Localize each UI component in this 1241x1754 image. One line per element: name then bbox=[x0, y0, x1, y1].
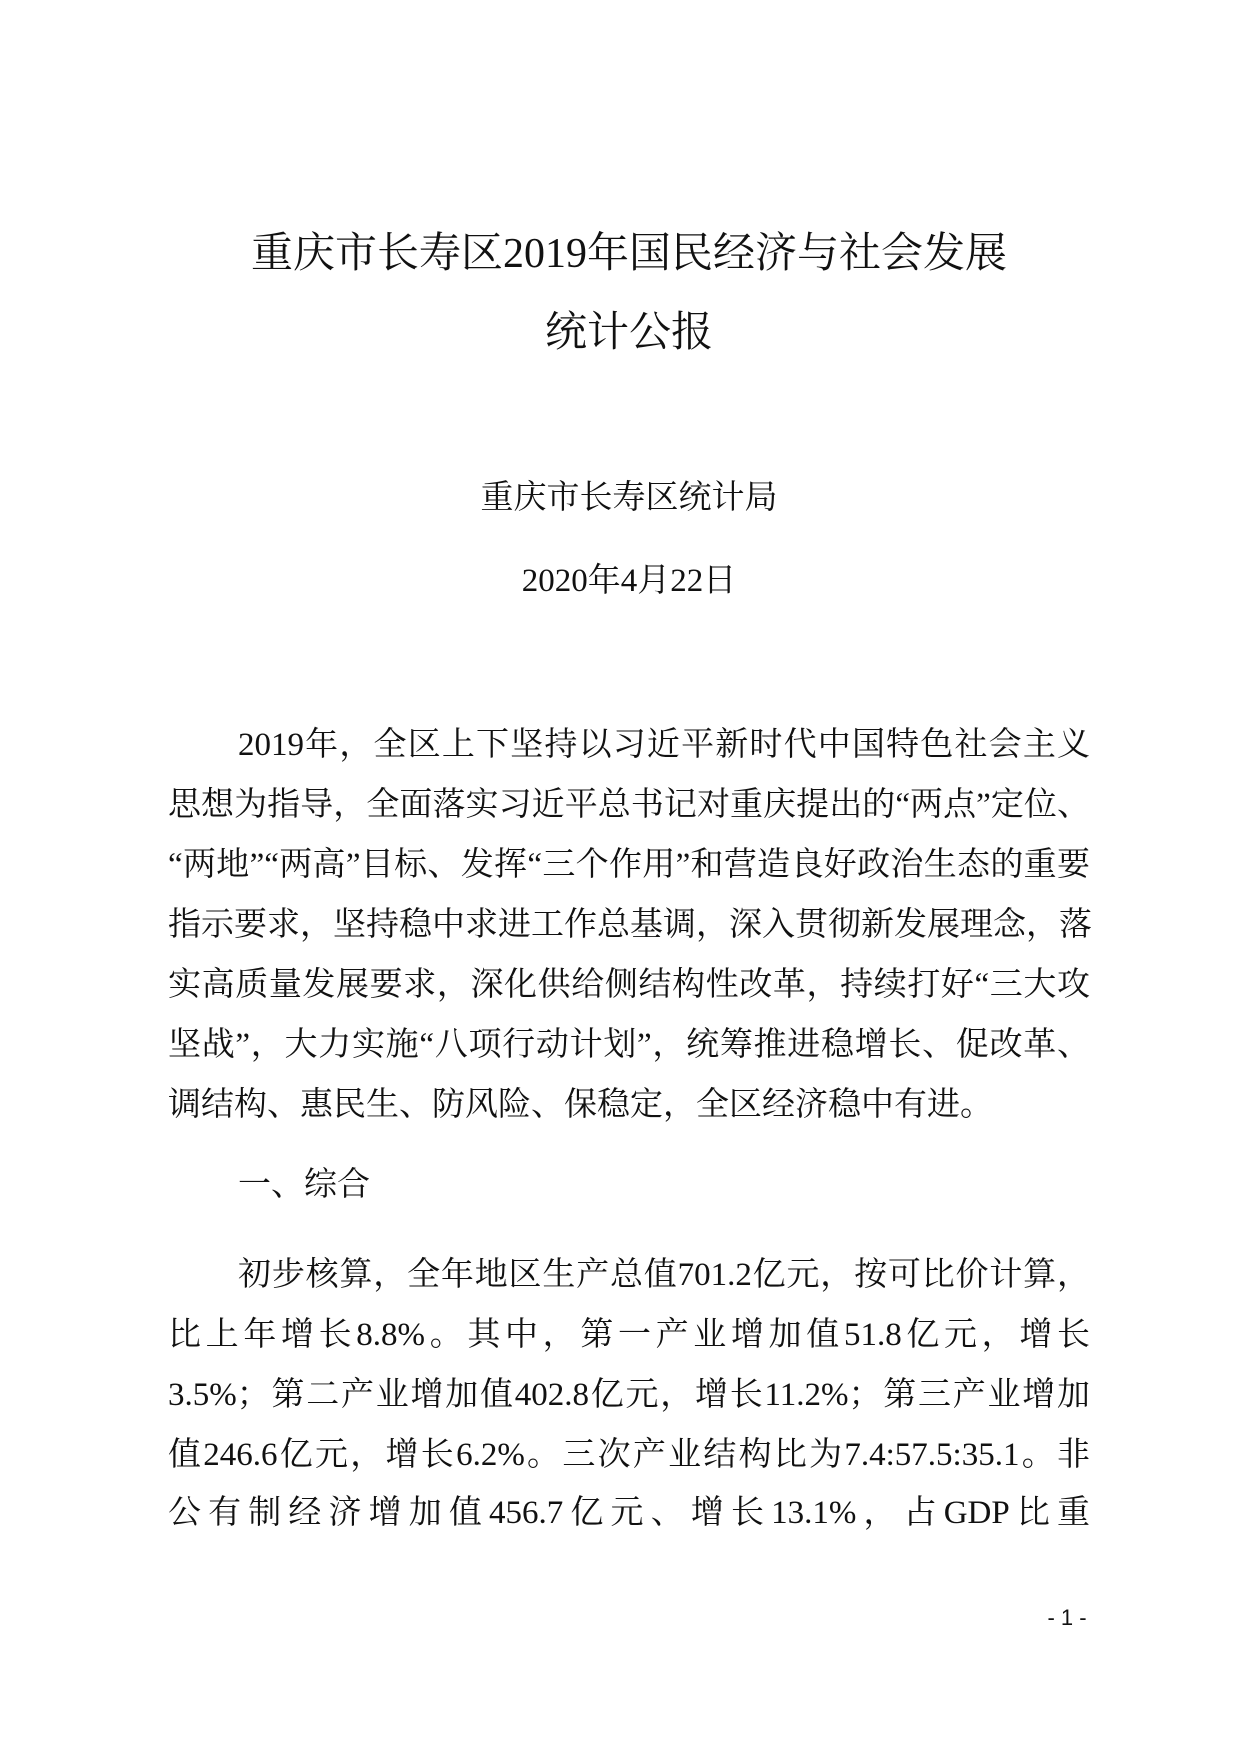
paragraph-line: 3.5%；第二产业增加值402.8亿元，增长11.2%；第三产业增加 bbox=[168, 1377, 1090, 1413]
paragraph-line: 思想为指导，全面落实习近平总书记对重庆提出的“两点”定位、 bbox=[168, 787, 1090, 823]
paragraph-line: 指示要求，坚持稳中求进工作总基调，深入贯彻新发展理念，落 bbox=[168, 907, 1092, 943]
author: 重庆市长寿区统计局 bbox=[480, 480, 778, 516]
paragraph-line: “两地”“两高”目标、发挥“三个作用”和营造良好政治生态的重要 bbox=[168, 847, 1090, 883]
paragraph-line: 比上年增长8.8%。其中，第一产业增加值51.8亿元，增长 bbox=[168, 1317, 1090, 1353]
date: 2020年4月22日 bbox=[521, 563, 737, 599]
title-line-1: 重庆市长寿区2019年国民经济与社会发展 bbox=[250, 231, 1007, 277]
paragraph-line: 调结构、惠民生、防风险、保稳定，全区经济稳中有进。 bbox=[168, 1087, 993, 1123]
paragraph-line: 2019年，全区上下坚持以习近平新时代中国特色社会主义 bbox=[238, 727, 1090, 763]
title-line-2: 统计公报 bbox=[544, 310, 713, 356]
paragraph-line: 公有制经济增加值456.7亿元、增长13.1%，占GDP比重 bbox=[168, 1495, 1090, 1531]
paragraph-line: 初步核算，全年地区生产总值701.2亿元，按可比价计算， bbox=[238, 1257, 1090, 1293]
section-heading: 一、综合 bbox=[238, 1167, 370, 1203]
paragraph-line: 实高质量发展要求，深化供给侧结构性改革，持续打好“三大攻 bbox=[168, 967, 1090, 1003]
paragraph-line: 值246.6亿元，增长6.2%。三次产业结构比为7.4:57.5:35.1。非 bbox=[168, 1437, 1090, 1473]
page-number: - 1 - bbox=[1047, 1605, 1087, 1630]
paragraph-line: 坚战”，大力实施“八项行动计划”，统筹推进稳增长、促改革、 bbox=[168, 1027, 1090, 1063]
